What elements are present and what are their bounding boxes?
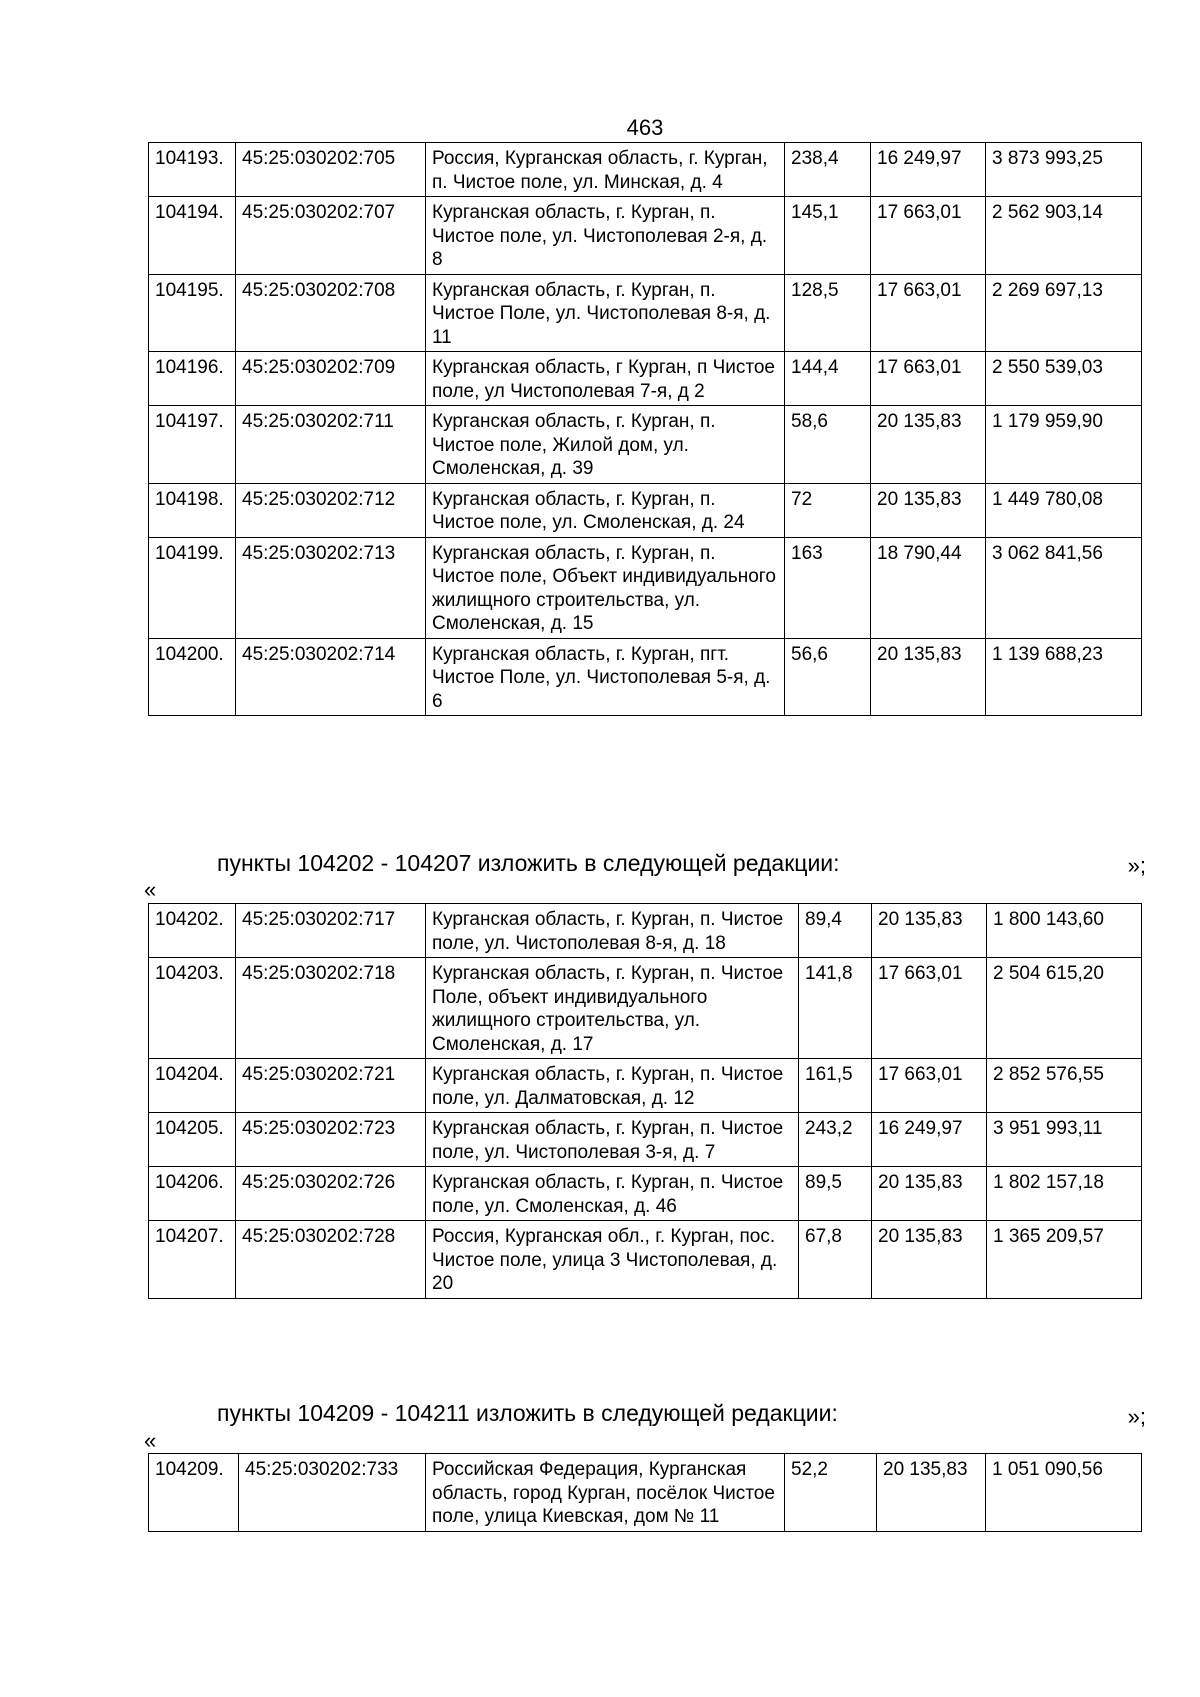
specific-value-cell: 20 135,83: [871, 406, 986, 484]
specific-value-cell: 20 135,83: [871, 638, 986, 716]
registry-table-2-body: [149, 904, 1142, 1299]
table-row: [149, 1221, 1142, 1299]
cadastral-value-cell: 3 062 841,56: [986, 537, 1142, 638]
table-row: [149, 483, 1142, 537]
address-cell: Курганская область, г. Курган, п. Чистое Поле, объект индивидуального жилищного строительства, ул. Смоленская, д. 17: [426, 958, 799, 1059]
address-cell: Россия, Курганская обл., г. Курган, пос. Чистое поле, улица 3 Чистополевая, д. 20: [426, 1221, 799, 1299]
area-cell: 72: [785, 483, 871, 537]
item-number-cell: 104204.: [149, 1059, 236, 1113]
table-row: [149, 1059, 1142, 1113]
closing-quote: »;: [1127, 1404, 1146, 1429]
cadastral-value-cell: 1 365 209,57: [987, 1221, 1142, 1299]
item-number-cell: 104209.: [149, 1454, 239, 1532]
table-row: [149, 197, 1142, 275]
cadastral-value-cell: 1 051 090,56: [986, 1454, 1142, 1532]
table-row: [149, 406, 1142, 484]
specific-value-cell: 18 790,44: [871, 537, 986, 638]
item-number-cell: 104194.: [149, 197, 236, 275]
area-cell: 141,8: [799, 958, 872, 1059]
cadastral-number-cell: 45:25:030202:705: [236, 143, 426, 197]
section-heading: пункты 104202 - 104207 изложить в следующей редакции:: [217, 850, 840, 876]
area-cell: 58,6: [785, 406, 871, 484]
registry-table-2: [148, 903, 1142, 1299]
cadastral-number-cell: 45:25:030202:714: [236, 638, 426, 716]
specific-value-cell: 20 135,83: [872, 904, 987, 958]
opening-quote: «: [144, 877, 157, 902]
cadastral-value-cell: 1 802 157,18: [987, 1167, 1142, 1221]
specific-value-cell: 20 135,83: [877, 1454, 986, 1532]
table-row: [149, 1113, 1142, 1167]
table-row: [149, 352, 1142, 406]
table-row: [149, 537, 1142, 638]
closing-quote: »;: [1127, 853, 1146, 878]
cadastral-value-cell: 2 550 539,03: [986, 352, 1142, 406]
table-row: [149, 274, 1142, 352]
area-cell: 145,1: [785, 197, 871, 275]
area-cell: 144,4: [785, 352, 871, 406]
specific-value-cell: 20 135,83: [872, 1167, 987, 1221]
cadastral-value-cell: 2 562 903,14: [986, 197, 1142, 275]
address-cell: Курганская область, г. Курган, п. Чистое поле, ул. Смоленская, д. 24: [426, 483, 785, 537]
address-cell: Российская Федерация, Курганская область, город Курган, посёлок Чистое поле, улица Киевская, дом № 11: [426, 1454, 785, 1532]
item-number-cell: 104196.: [149, 352, 236, 406]
area-cell: 243,2: [799, 1113, 872, 1167]
item-number-cell: 104202.: [149, 904, 236, 958]
area-cell: 52,2: [785, 1454, 877, 1532]
table-row: [149, 1454, 1142, 1532]
cadastral-number-cell: 45:25:030202:733: [239, 1454, 426, 1532]
address-cell: Россия, Курганская область, г. Курган, п. Чистое поле, ул. Минская, д. 4: [426, 143, 785, 197]
item-number-cell: 104193.: [149, 143, 236, 197]
address-cell: Курганская область, г. Курган, п. Чистое Поле, ул. Чистополевая 8-я, д. 11: [426, 274, 785, 352]
item-number-cell: 104197.: [149, 406, 236, 484]
area-cell: 238,4: [785, 143, 871, 197]
opening-quote: «: [144, 1428, 157, 1453]
specific-value-cell: 17 663,01: [872, 1059, 987, 1113]
specific-value-cell: 17 663,01: [871, 352, 986, 406]
address-cell: Курганская область, г. Курган, п. Чистое поле, ул. Чистополевая 3-я, д. 7: [426, 1113, 799, 1167]
section-heading: пункты 104209 - 104211 изложить в следующей редакции:: [217, 1400, 838, 1426]
cadastral-number-cell: 45:25:030202:707: [236, 197, 426, 275]
registry-table-3-body: [149, 1454, 1142, 1532]
area-cell: 128,5: [785, 274, 871, 352]
item-number-cell: 104198.: [149, 483, 236, 537]
address-cell: Курганская область, г. Курган, п. Чистое поле, ул. Далматовская, д. 12: [426, 1059, 799, 1113]
area-cell: 56,6: [785, 638, 871, 716]
specific-value-cell: 17 663,01: [871, 274, 986, 352]
cadastral-value-cell: 1 179 959,90: [986, 406, 1142, 484]
specific-value-cell: 16 249,97: [872, 1113, 987, 1167]
cadastral-number-cell: 45:25:030202:709: [236, 352, 426, 406]
cadastral-number-cell: 45:25:030202:713: [236, 537, 426, 638]
address-cell: Курганская область, г. Курган, п. Чистое поле, ул. Чистополевая 2-я, д. 8: [426, 197, 785, 275]
address-cell: Курганская область, г Курган, п Чистое поле, ул Чистополевая 7-я, д 2: [426, 352, 785, 406]
specific-value-cell: 16 249,97: [871, 143, 986, 197]
table-row: [149, 1167, 1142, 1221]
cadastral-value-cell: 3 951 993,11: [987, 1113, 1142, 1167]
cadastral-value-cell: 1 139 688,23: [986, 638, 1142, 716]
cadastral-number-cell: 45:25:030202:723: [236, 1113, 426, 1167]
cadastral-number-cell: 45:25:030202:711: [236, 406, 426, 484]
page-number: 463: [626, 115, 664, 140]
cadastral-number-cell: 45:25:030202:708: [236, 274, 426, 352]
table-row: [149, 638, 1142, 716]
item-number-cell: 104207.: [149, 1221, 236, 1299]
cadastral-number-cell: 45:25:030202:718: [236, 958, 426, 1059]
registry-table-3: [148, 1453, 1142, 1532]
registry-table-1: [148, 142, 1142, 716]
address-cell: Курганская область, г. Курган, п. Чистое поле, ул. Чистополевая 8-я, д. 18: [426, 904, 799, 958]
cadastral-value-cell: 1 449 780,08: [986, 483, 1142, 537]
item-number-cell: 104205.: [149, 1113, 236, 1167]
address-cell: Курганская область, г. Курган, пгт. Чистое Поле, ул. Чистополевая 5-я, д. 6: [426, 638, 785, 716]
cadastral-number-cell: 45:25:030202:712: [236, 483, 426, 537]
address-cell: Курганская область, г. Курган, п. Чистое поле, ул. Смоленская, д. 46: [426, 1167, 799, 1221]
area-cell: 89,4: [799, 904, 872, 958]
specific-value-cell: 20 135,83: [871, 483, 986, 537]
item-number-cell: 104203.: [149, 958, 236, 1059]
cadastral-value-cell: 2 504 615,20: [987, 958, 1142, 1059]
item-number-cell: 104206.: [149, 1167, 236, 1221]
specific-value-cell: 20 135,83: [872, 1221, 987, 1299]
item-number-cell: 104200.: [149, 638, 236, 716]
area-cell: 67,8: [799, 1221, 872, 1299]
address-cell: Курганская область, г. Курган, п. Чистое поле, Жилой дом, ул. Смоленская, д. 39: [426, 406, 785, 484]
table-row: [149, 143, 1142, 197]
registry-table-1-body: [149, 143, 1142, 716]
item-number-cell: 104195.: [149, 274, 236, 352]
specific-value-cell: 17 663,01: [872, 958, 987, 1059]
area-cell: 163: [785, 537, 871, 638]
cadastral-value-cell: 1 800 143,60: [987, 904, 1142, 958]
specific-value-cell: 17 663,01: [871, 197, 986, 275]
cadastral-value-cell: 2 852 576,55: [987, 1059, 1142, 1113]
cadastral-number-cell: 45:25:030202:721: [236, 1059, 426, 1113]
address-cell: Курганская область, г. Курган, п. Чистое поле, Объект индивидуального жилищного строительства, ул. Смоленская, д. 15: [426, 537, 785, 638]
table-row: [149, 958, 1142, 1059]
item-number-cell: 104199.: [149, 537, 236, 638]
cadastral-value-cell: 3 873 993,25: [986, 143, 1142, 197]
table-row: [149, 904, 1142, 958]
cadastral-number-cell: 45:25:030202:717: [236, 904, 426, 958]
area-cell: 89,5: [799, 1167, 872, 1221]
cadastral-number-cell: 45:25:030202:728: [236, 1221, 426, 1299]
cadastral-value-cell: 2 269 697,13: [986, 274, 1142, 352]
cadastral-number-cell: 45:25:030202:726: [236, 1167, 426, 1221]
area-cell: 161,5: [799, 1059, 872, 1113]
